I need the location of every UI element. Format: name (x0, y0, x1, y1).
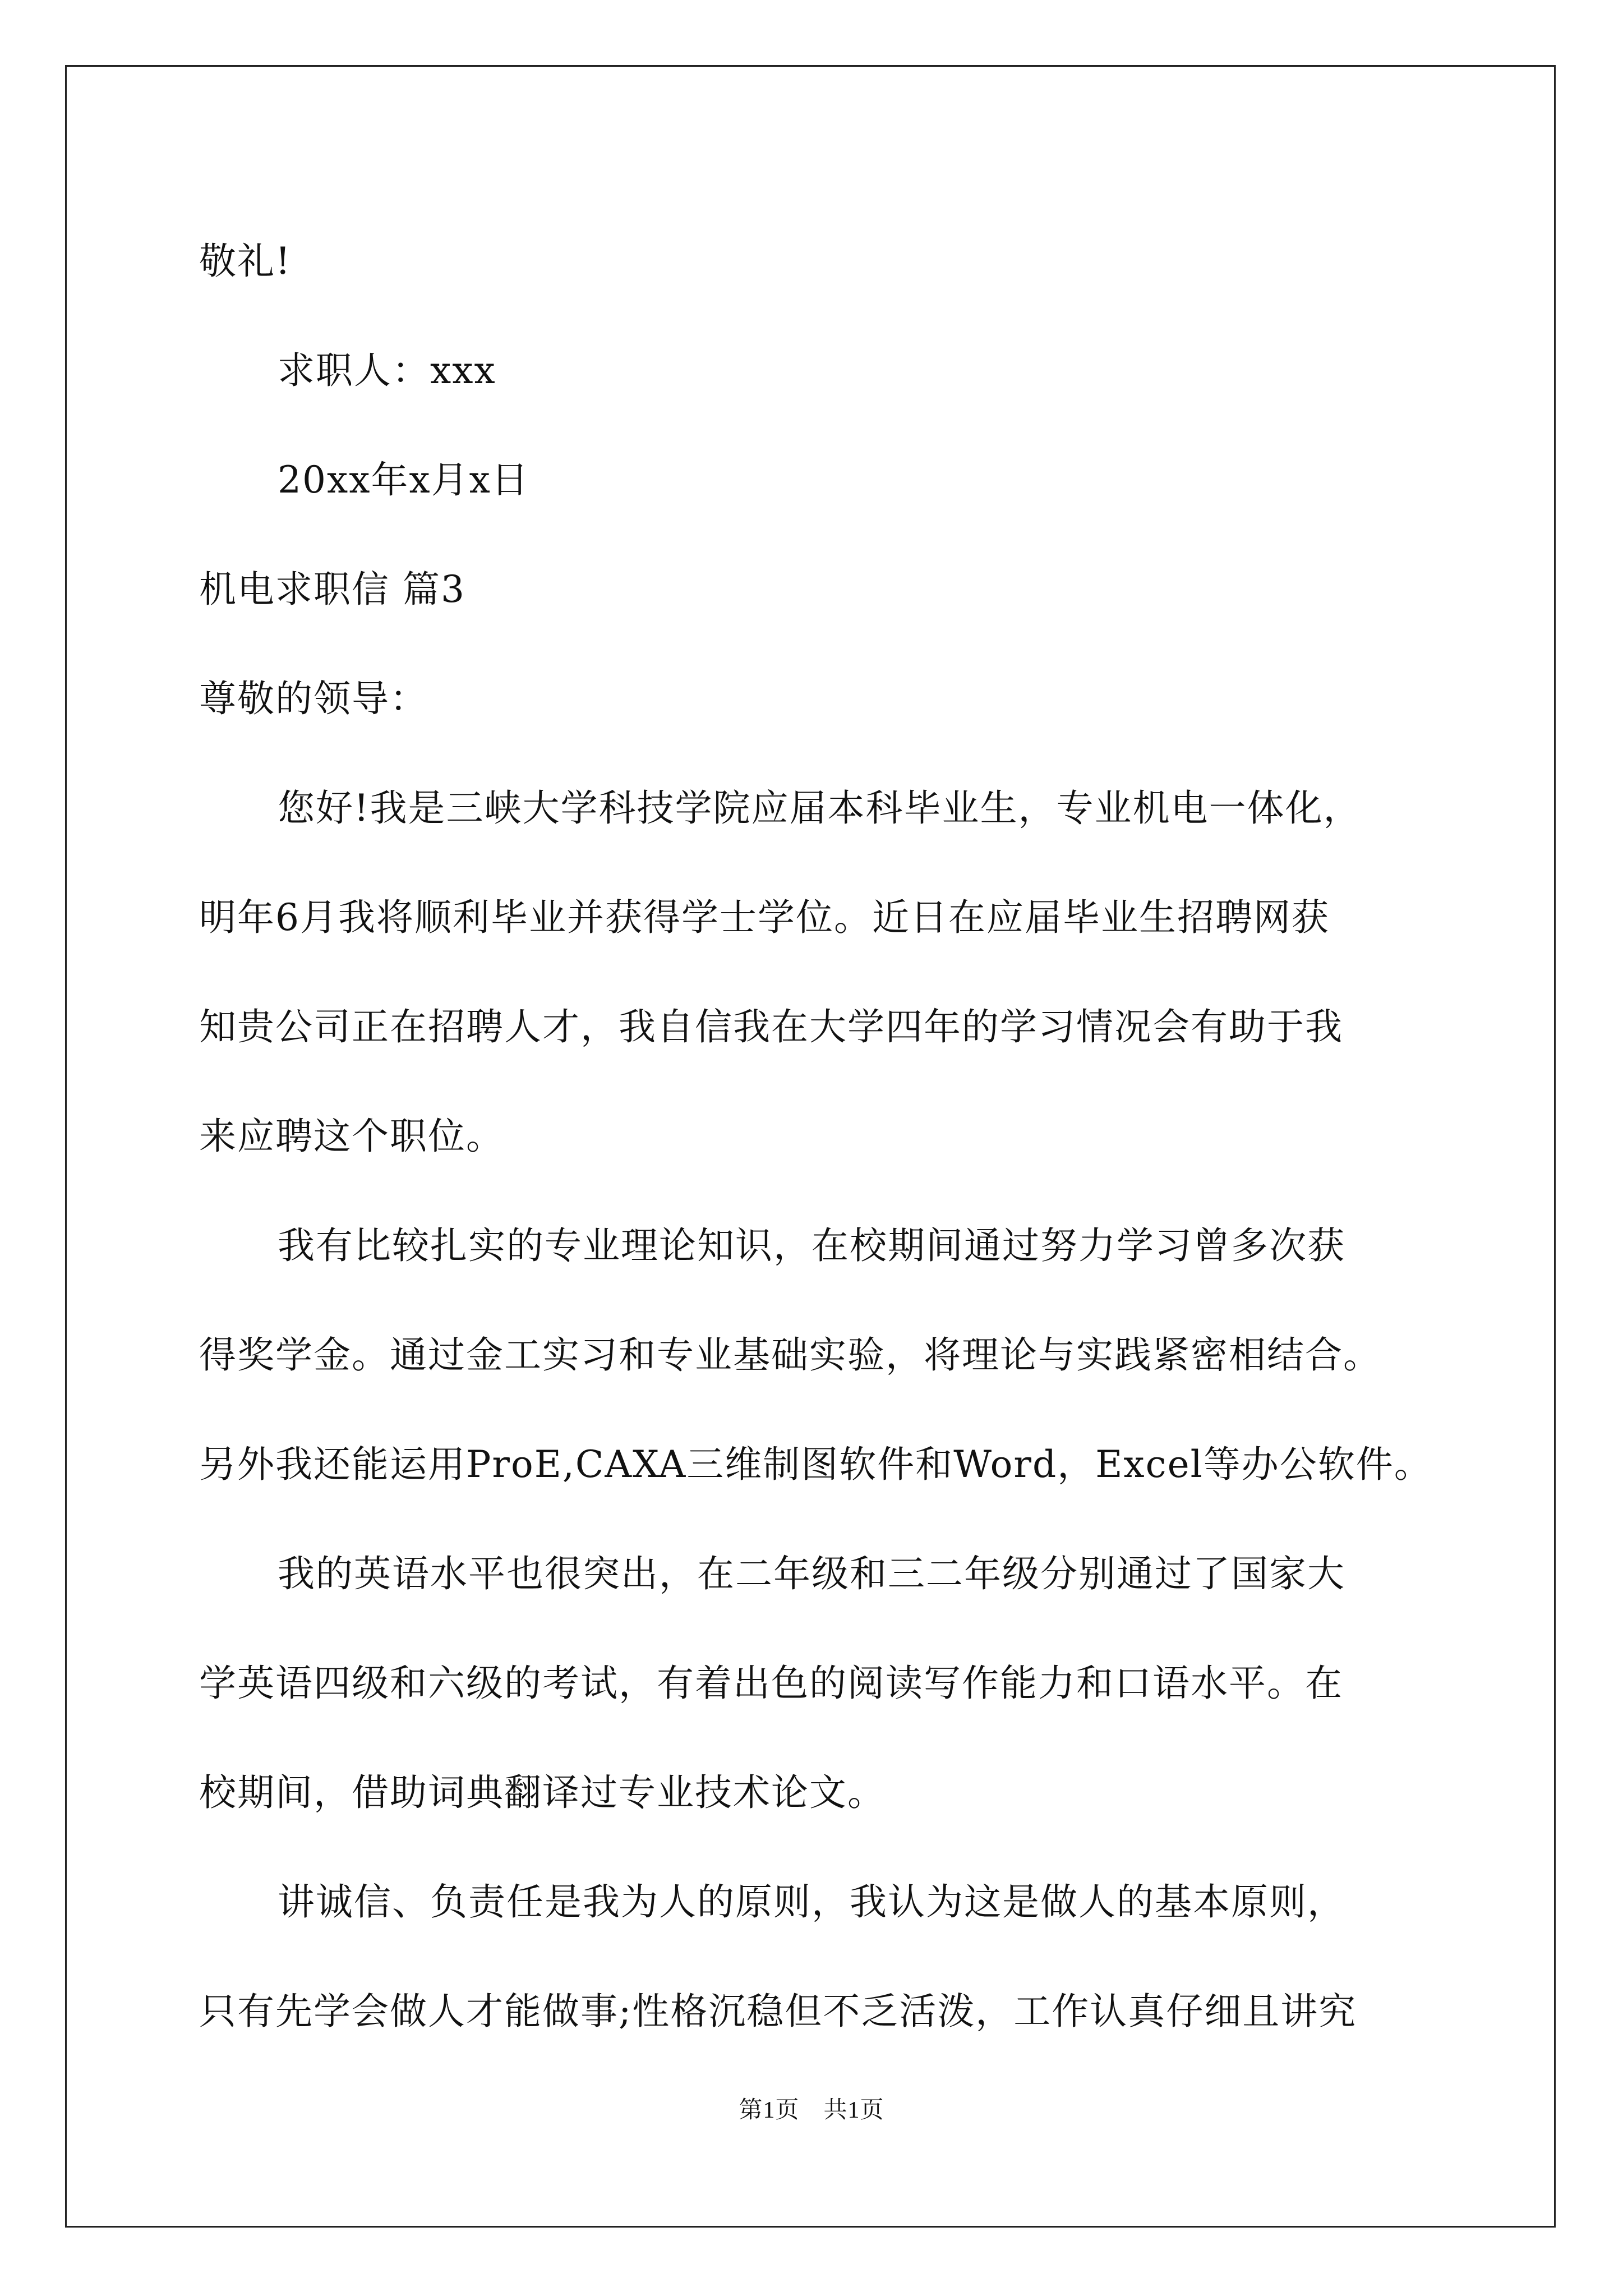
paragraph-line: 校期间，借助词典翻译过专业技术论文。 (199, 1771, 886, 1814)
paragraph-line: 讲诚信、负责任是我为人的原则，我认为这是做人的基本原则， (278, 1880, 1345, 1924)
letter-date: 20xx年x月x日 (278, 458, 529, 501)
paragraph-line: 只有先学会做人才能做事;性格沉稳但不乏活泼，工作认真仔细且讲究 (199, 1990, 1357, 2033)
paragraph-line: 另外我还能运用ProE,CAXA三维制图软件和Word，Excel等办公软件。 (199, 1443, 1432, 1486)
greeting: 尊敬的领导： (199, 677, 428, 720)
closing-salutation: 敬礼! (199, 240, 292, 283)
paragraph-line: 学英语四级和六级的考试，有着出色的阅读写作能力和口语水平。在 (199, 1662, 1343, 1705)
paragraph-line: 知贵公司正在招聘人才，我自信我在大学四年的学习情况会有助于我 (199, 1005, 1343, 1048)
paragraph-line: 您好!我是三峡大学科技学院应届本科毕业生，专业机电一体化， (278, 786, 1362, 830)
paragraph-line: 我有比较扎实的专业理论知识，在校期间通过努力学习曾多次获 (278, 1224, 1345, 1267)
applicant-signature: 求职人：xxx (278, 349, 496, 392)
paragraph-line: 明年6月我将顺利毕业并获得学士学位。近日在应届毕业生招聘网获 (199, 896, 1330, 939)
paragraph-line: 我的英语水平也很突出，在二年级和三二年级分别通过了国家大 (278, 1552, 1345, 1595)
paragraph-line: 来应聘这个职位。 (199, 1115, 504, 1158)
page-number-footer: 第1页 共1页 (739, 2097, 884, 2123)
document-body (199, 206, 1436, 2066)
section-heading: 机电求职信 篇3 (199, 568, 465, 611)
paragraph-line: 得奖学金。通过金工实习和专业基础实验，将理论与实践紧密相结合。 (199, 1333, 1381, 1377)
